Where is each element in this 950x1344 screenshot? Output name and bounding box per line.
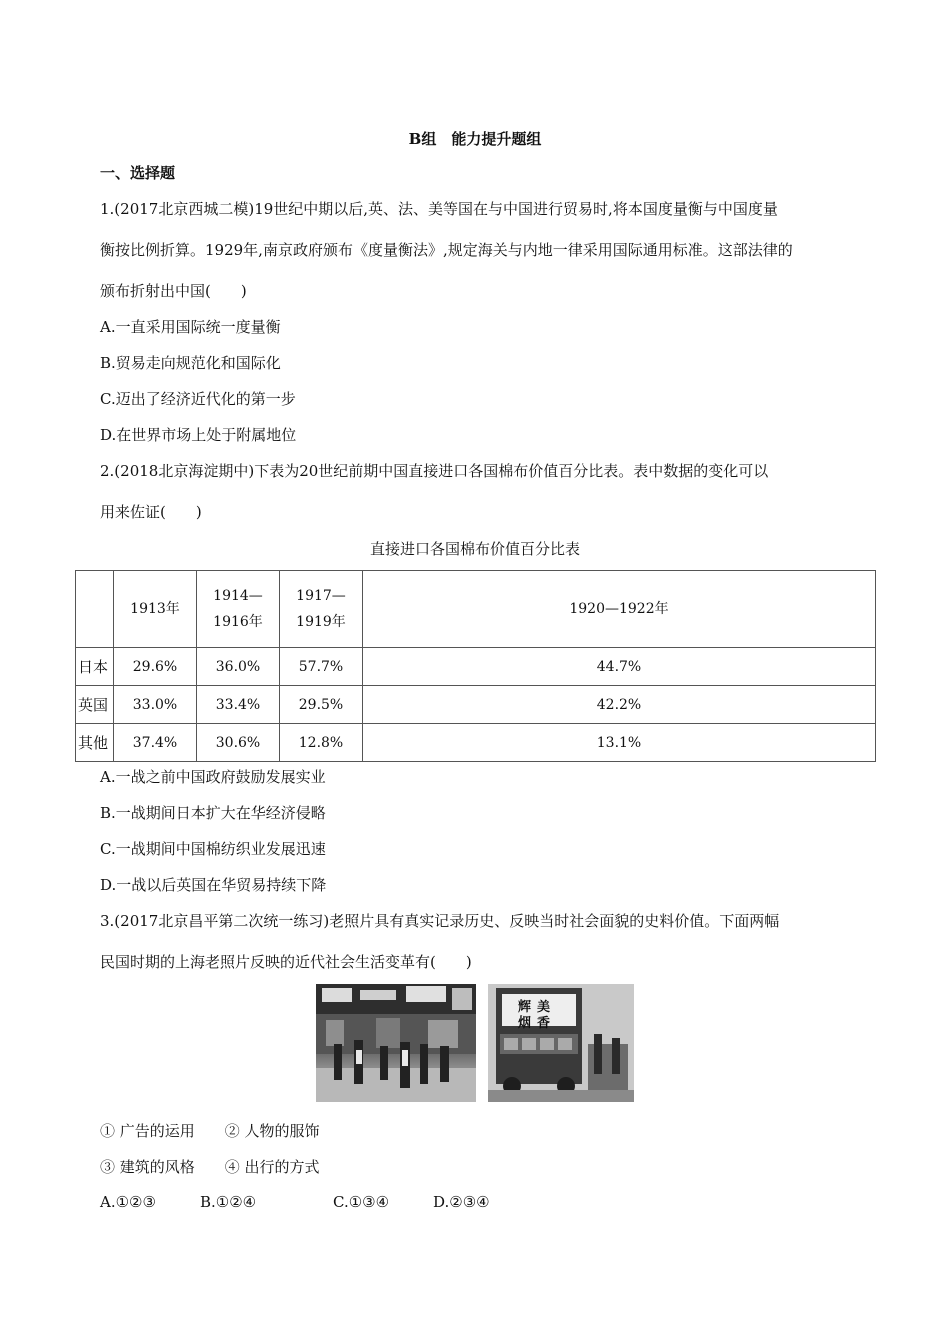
q3-answer-c: C.①③④ bbox=[333, 1193, 390, 1211]
table-cell: 57.7% bbox=[280, 648, 363, 686]
table-cell: 29.6% bbox=[114, 648, 197, 686]
table-header-cell bbox=[280, 571, 363, 648]
header-line-2: 1916年 bbox=[213, 614, 263, 630]
q1-text-line-2: 衡按比例折算。1929年,南京政府颁布《度量衡法》,规定海关与内地一律采用国际通用标准。这部法律的 bbox=[100, 241, 793, 259]
table-cell: 42.2% bbox=[363, 686, 876, 724]
row-label: 日本 bbox=[76, 648, 114, 686]
header-line-1: 1914— bbox=[213, 588, 263, 604]
q1-text-line-1: 1.(2017北京西城二模)19世纪中期以后,英、法、美等国在与中国进行贸易时,将本国度量衡与中国度量 bbox=[100, 200, 778, 218]
table-cell: 30.6% bbox=[197, 724, 280, 762]
old-photos bbox=[316, 984, 634, 1102]
header-line-1: 1917— bbox=[296, 588, 346, 604]
q3-answer-d: D.②③④ bbox=[433, 1193, 490, 1211]
q1-option-a: A.一直采用国际统一度量衡 bbox=[100, 318, 281, 336]
page-title: B组 能力提升题组 bbox=[408, 130, 542, 148]
bus-sign-line-2: 烟香 bbox=[518, 1016, 557, 1031]
q2-option-c: C.一战期间中国棉纺织业发展迅速 bbox=[100, 840, 326, 858]
cotton-import-table bbox=[75, 570, 876, 762]
table-cell: 33.4% bbox=[197, 686, 280, 724]
double-decker-bus-image bbox=[488, 984, 634, 1102]
table-row bbox=[76, 724, 876, 762]
table-cell: 29.5% bbox=[280, 686, 363, 724]
table-cell: 44.7% bbox=[363, 648, 876, 686]
header-line-2: 1919年 bbox=[296, 614, 346, 630]
table-header-cell bbox=[197, 571, 280, 648]
q2-text-line-2: 用来佐证( ) bbox=[100, 503, 202, 521]
q3-answer-b: B.①②④ bbox=[200, 1193, 257, 1211]
bus-sign-line-1: 辉美 bbox=[518, 1000, 557, 1015]
table-header-row bbox=[76, 571, 876, 648]
bus-photo bbox=[488, 984, 634, 1102]
table-header-cell bbox=[363, 571, 876, 648]
q3-items-line-1: ① 广告的运用 ② 人物的服饰 bbox=[100, 1122, 320, 1140]
q3-text-line-1: 3.(2017北京昌平第二次统一练习)老照片具有真实记录历史、反映当时社会面貌的史料价值。下面两幅 bbox=[100, 912, 780, 930]
row-label: 英国 bbox=[76, 686, 114, 724]
table-cell: 13.1% bbox=[363, 724, 876, 762]
header-line-1: 1920—1922年 bbox=[569, 601, 669, 617]
street-photo bbox=[316, 984, 476, 1102]
q1-option-b: B.贸易走向规范化和国际化 bbox=[100, 354, 281, 372]
q2-text-line-1: 2.(2018北京海淀期中)下表为20世纪前期中国直接进口各国棉布价值百分比表。表中数据的变化可以 bbox=[100, 462, 769, 480]
table-row bbox=[76, 686, 876, 724]
q2-option-a: A.一战之前中国政府鼓励发展实业 bbox=[100, 768, 326, 786]
table-corner-cell bbox=[76, 571, 114, 648]
table-cell: 37.4% bbox=[114, 724, 197, 762]
section-title: 一、选择题 bbox=[100, 164, 176, 182]
street-scene-image bbox=[316, 984, 476, 1102]
q2-option-b: B.一战期间日本扩大在华经济侵略 bbox=[100, 804, 326, 822]
q3-answer-a: A.①②③ bbox=[100, 1193, 156, 1211]
table-cell: 33.0% bbox=[114, 686, 197, 724]
q2-option-d: D.一战以后英国在华贸易持续下降 bbox=[100, 876, 327, 894]
table-cell: 36.0% bbox=[197, 648, 280, 686]
q1-option-c: C.迈出了经济近代化的第一步 bbox=[100, 390, 296, 408]
q3-items-line-2: ③ 建筑的风格 ④ 出行的方式 bbox=[100, 1158, 320, 1176]
table-row bbox=[76, 648, 876, 686]
row-label: 其他 bbox=[76, 724, 114, 762]
table-caption: 直接进口各国棉布价值百分比表 bbox=[369, 540, 580, 558]
table-cell: 12.8% bbox=[280, 724, 363, 762]
table-header-cell bbox=[114, 571, 197, 648]
q3-text-line-2: 民国时期的上海老照片反映的近代社会生活变革有( ) bbox=[100, 953, 472, 971]
q1-option-d: D.在世界市场上处于附属地位 bbox=[100, 426, 297, 444]
q1-text-line-3: 颁布折射出中国( ) bbox=[100, 282, 247, 300]
header-line-1: 1913年 bbox=[130, 601, 180, 617]
